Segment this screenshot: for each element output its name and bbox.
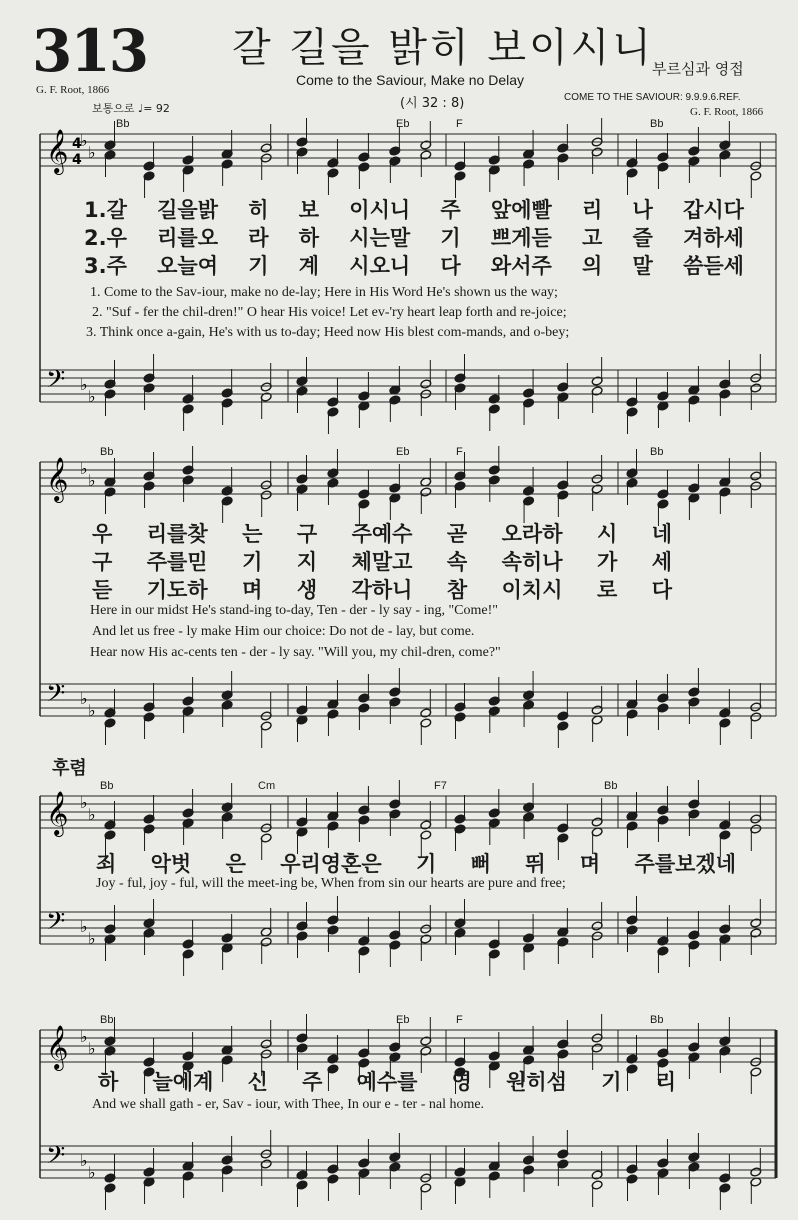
korean-syllable: 리 xyxy=(655,1070,676,1094)
treble-clef-icon: 𝄞 xyxy=(46,1025,69,1069)
category-label: 부르심과 영접 xyxy=(652,60,744,78)
korean-syllable: 겨하세 xyxy=(683,226,744,250)
korean-syllable: 2.우 xyxy=(84,226,127,250)
korean-syllable: 구 xyxy=(92,550,113,574)
korean-syllable: 3.주 xyxy=(84,254,127,278)
chord-symbol: Bb xyxy=(650,1014,664,1026)
korean-syllable: 1.갈 xyxy=(84,198,127,222)
bass-clef-icon: 𝄢 xyxy=(46,365,66,400)
key-signature-flat-icon: ♭ xyxy=(80,689,88,708)
korean-syllable: 가 xyxy=(596,550,618,574)
refrain-label: 후렴 xyxy=(52,758,87,779)
korean-syllable: 곧 xyxy=(446,522,468,546)
korean-syllable: 즐 xyxy=(632,226,653,250)
korean-syllable: 하 xyxy=(98,1070,119,1094)
chord-symbol: Eb xyxy=(396,1014,410,1026)
korean-syllable: 길을밝 xyxy=(157,198,218,222)
key-signature-flat-icon: ♭ xyxy=(80,131,88,150)
korean-syllable: 참 xyxy=(446,578,468,602)
korean-syllable: 리를찾 xyxy=(146,522,208,546)
korean-lyric-line xyxy=(84,222,744,252)
chord-symbol: F xyxy=(456,118,463,130)
korean-syllable: 시오니 xyxy=(349,254,411,278)
chord-symbol: Bb xyxy=(100,1014,114,1026)
scripture-reference: (시 32 : 8) xyxy=(400,96,465,111)
chord-symbol: Bb xyxy=(100,780,114,792)
key-signature-flat-icon: ♭ xyxy=(88,701,96,720)
composer-left: G. F. Root, 1866 xyxy=(36,84,110,96)
korean-syllable: 늘에계 xyxy=(152,1070,214,1094)
hymn-number: 313 xyxy=(32,17,148,85)
korean-lyric-line xyxy=(92,546,672,576)
korean-syllable: 주를보겠네 xyxy=(634,852,736,876)
english-lyric-line: 3. Think once a-gain, He's with us to-day; Heed now His blest com-mands, and o-bey; xyxy=(86,325,570,340)
korean-syllable: 앞에빨 xyxy=(490,198,552,222)
english-lyric-line: And let us free - ly make Him our choice: Do not de - lay, but come. xyxy=(92,624,475,639)
composer-right: G. F. Root, 1866 xyxy=(690,106,764,118)
english-lyric-line: 2. "Suf - fer the chil-dren!" O hear His voice! Let ev-'ry heart leap forth and re-joice; xyxy=(92,305,567,320)
korean-syllable: 주를믿 xyxy=(146,550,208,574)
chord-symbol: F xyxy=(456,1014,463,1026)
bass-clef-icon: 𝄢 xyxy=(46,679,66,714)
treble-clef-icon: 𝄞 xyxy=(46,791,69,835)
chord-symbol: Eb xyxy=(396,118,410,130)
korean-syllable: 시는말 xyxy=(349,226,411,250)
korean-syllable: 기 xyxy=(248,254,269,278)
key-signature-flat-icon: ♭ xyxy=(80,1151,88,1170)
korean-syllable: 주예수 xyxy=(351,522,413,546)
key-signature-flat-icon: ♭ xyxy=(88,805,96,824)
english-lyric-line: Here in our midst He's stand-ing to-day, Ten - der - ly say - ing, "Come!" xyxy=(90,603,498,618)
korean-syllable: 말 xyxy=(632,254,653,278)
korean-syllable: 원히섬 xyxy=(506,1070,567,1094)
chord-symbol: Cm xyxy=(258,780,276,792)
time-signature-bottom: 4 xyxy=(72,152,82,168)
english-lyric-line: Joy - ful, joy - ful, will the meet-ing be, When from sin our hearts are pure and free; xyxy=(96,876,566,891)
korean-syllable: 리 xyxy=(582,198,603,222)
bass-clef-icon: 𝄢 xyxy=(46,907,66,942)
korean-syllable: 지 xyxy=(296,550,318,574)
key-signature-flat-icon: ♭ xyxy=(88,387,96,406)
key-signature-flat-icon: ♭ xyxy=(88,1163,96,1182)
korean-syllable: 네 xyxy=(651,522,672,546)
korean-title: 갈 길을 밝히 보이시니 xyxy=(232,25,654,71)
korean-syllable: 고 xyxy=(582,226,603,250)
korean-syllable: 영 xyxy=(451,1070,472,1094)
korean-syllable: 뛰 xyxy=(525,852,546,876)
korean-syllable: 쁘게듣 xyxy=(490,226,552,250)
korean-syllable: 기 xyxy=(440,226,461,250)
korean-syllable: 구 xyxy=(296,522,318,546)
korean-syllable: 리를오 xyxy=(157,226,218,250)
korean-lyric-line xyxy=(92,574,672,604)
chord-symbol: Bb xyxy=(116,118,130,130)
key-signature-flat-icon: ♭ xyxy=(88,471,96,490)
korean-syllable: 기 xyxy=(415,852,437,876)
korean-syllable: 는 xyxy=(242,522,263,546)
korean-syllable: 체말고 xyxy=(351,550,413,574)
korean-syllable: 하 xyxy=(298,226,320,250)
korean-syllable: 와서주 xyxy=(490,254,552,278)
english-lyric-line: Hear now His ac-cents ten - der - ly say. "Will you, my chil-dren, come?" xyxy=(90,645,501,660)
korean-syllable: 주 xyxy=(440,198,461,222)
korean-lyric-line xyxy=(84,194,744,224)
korean-syllable: 라 xyxy=(248,226,269,250)
korean-lyric-line xyxy=(96,848,736,878)
korean-syllable: 우 xyxy=(92,522,113,546)
korean-syllable: 의 xyxy=(582,254,603,278)
korean-syllable: 히 xyxy=(248,198,269,222)
key-signature-flat-icon: ♭ xyxy=(80,459,88,478)
korean-syllable: 생 xyxy=(296,578,318,602)
time-signature-top: 4 xyxy=(72,136,82,152)
tune-name: COME TO THE SAVIOUR: 9.9.9.6.REF. xyxy=(564,92,741,103)
korean-syllable: 갑시다 xyxy=(683,198,744,222)
korean-syllable: 오늘여 xyxy=(157,254,218,278)
korean-syllable: 신 xyxy=(247,1070,268,1094)
korean-syllable: 뻐 xyxy=(470,852,491,876)
chord-symbol: Bb xyxy=(650,118,664,130)
korean-lyric-line xyxy=(98,1066,676,1096)
key-signature-flat-icon: ♭ xyxy=(80,375,88,394)
english-lyric-line: And we shall gath - er, Sav - iour, with Thee, In our e - ter - nal home. xyxy=(92,1097,485,1112)
korean-syllable: 기도하 xyxy=(146,578,208,602)
english-lyric-line: 1. Come to the Sav-iour, make no de-lay; Here in His Word He's shown us the way; xyxy=(90,285,558,300)
korean-syllable: 기 xyxy=(242,550,263,574)
korean-syllable: 주 xyxy=(302,1070,323,1094)
chord-symbol: F7 xyxy=(434,780,447,792)
korean-syllable: 속 xyxy=(446,550,468,574)
korean-syllable: 다 xyxy=(651,578,672,602)
chord-symbol: F xyxy=(456,446,463,458)
chord-symbol: Eb xyxy=(396,446,410,458)
korean-syllable: 우리영혼은 xyxy=(280,852,382,876)
treble-clef-icon: 𝄞 xyxy=(46,457,69,501)
korean-syllable: 속히나 xyxy=(501,550,563,574)
korean-syllable: 예수를 xyxy=(356,1070,418,1094)
chord-symbol: Bb xyxy=(650,446,664,458)
korean-syllable: 듣 xyxy=(92,578,113,602)
chord-symbol: Bb xyxy=(100,446,114,458)
english-title: Come to the Saviour, Make no Delay xyxy=(296,72,525,88)
korean-syllable: 계 xyxy=(298,254,320,278)
key-signature-flat-icon: ♭ xyxy=(80,1027,88,1046)
korean-lyric-line xyxy=(84,250,744,280)
korean-syllable: 다 xyxy=(440,254,461,278)
korean-syllable: 며 xyxy=(579,852,601,876)
korean-syllable: 로 xyxy=(596,578,618,602)
key-signature-flat-icon: ♭ xyxy=(80,793,88,812)
korean-syllable: 며 xyxy=(242,578,263,602)
korean-syllable: 이치시 xyxy=(501,578,563,602)
bass-clef-icon: 𝄢 xyxy=(46,1141,66,1176)
chord-symbol: Bb xyxy=(604,780,618,792)
korean-syllable: 나 xyxy=(632,198,653,222)
korean-syllable: 이시니 xyxy=(349,198,411,222)
korean-syllable: 각하니 xyxy=(351,578,413,602)
key-signature-flat-icon: ♭ xyxy=(88,929,96,948)
korean-syllable: 씀듣세 xyxy=(683,254,744,278)
key-signature-flat-icon: ♭ xyxy=(80,917,88,936)
korean-syllable: 기 xyxy=(601,1070,622,1094)
korean-syllable: 죄 xyxy=(96,852,117,876)
key-signature-flat-icon: ♭ xyxy=(88,1039,96,1058)
korean-syllable: 은 xyxy=(225,852,246,876)
treble-clef-icon: 𝄞 xyxy=(46,129,69,173)
korean-syllable: 보 xyxy=(298,198,320,222)
korean-lyric-line xyxy=(92,518,672,548)
korean-syllable: 시 xyxy=(596,522,618,546)
korean-syllable: 세 xyxy=(651,550,672,574)
key-signature-flat-icon: ♭ xyxy=(88,143,96,162)
korean-syllable: 악벗 xyxy=(150,852,192,876)
korean-syllable: 오라하 xyxy=(501,522,563,546)
tempo-marking: 보통으로 ♩= 92 xyxy=(92,102,170,115)
